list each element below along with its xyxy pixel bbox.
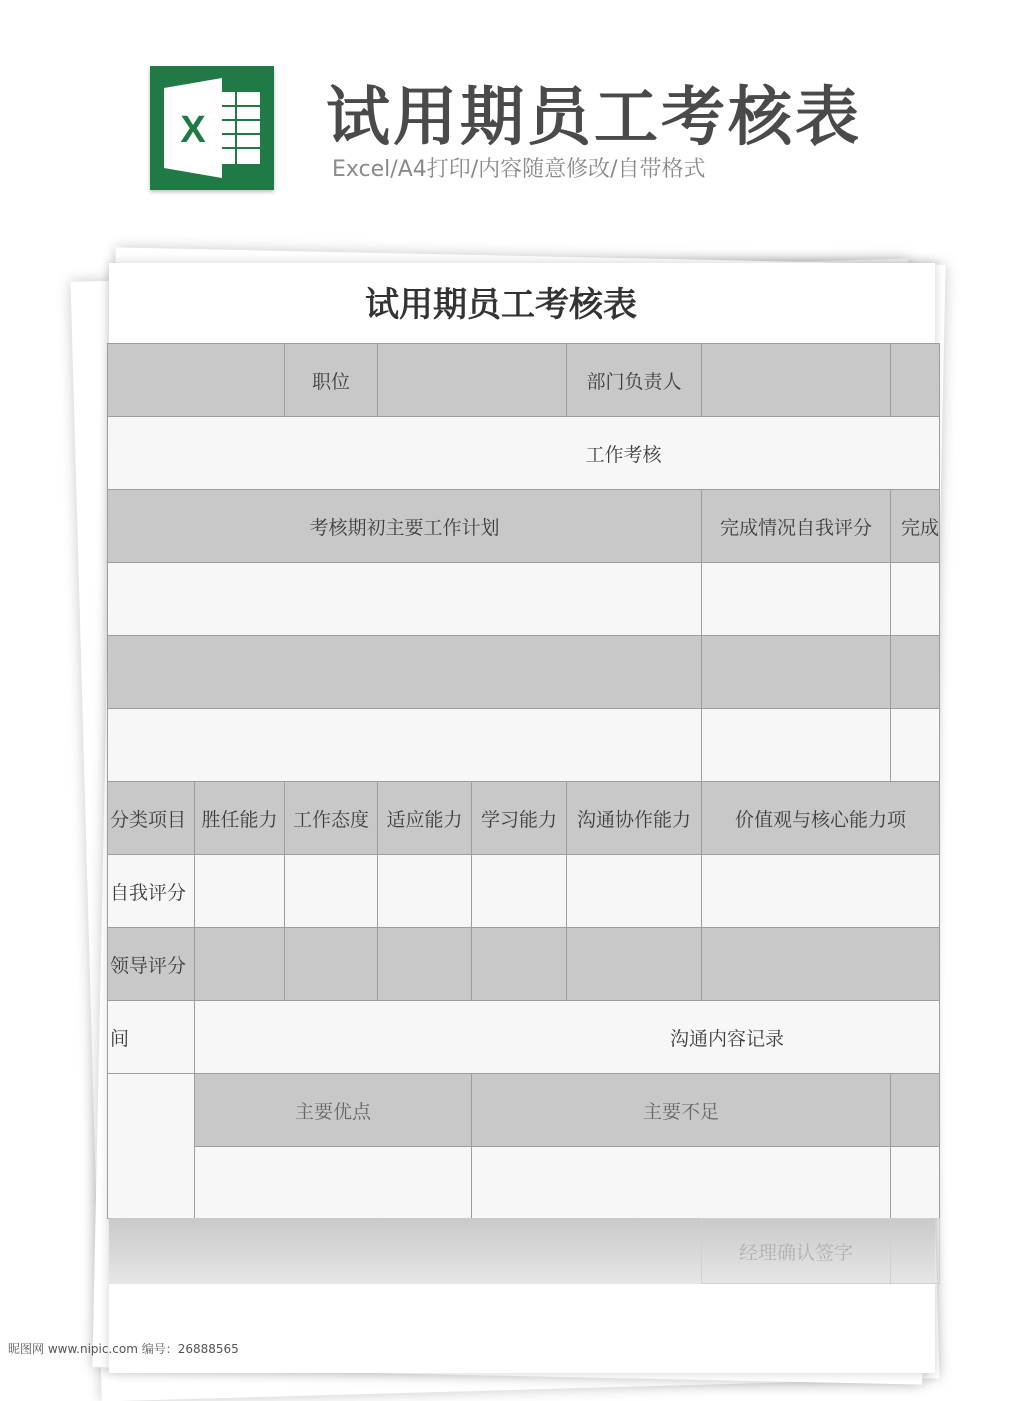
name-value-cell[interactable] xyxy=(107,343,285,417)
leader-score-values[interactable] xyxy=(701,927,940,1001)
manager-label: 部门负责人 xyxy=(566,343,702,417)
self-score-values[interactable] xyxy=(701,854,940,928)
self-score-competence[interactable] xyxy=(194,854,285,928)
comm-time-value-cell[interactable] xyxy=(107,1073,195,1219)
ability-communication: 沟通协作能力 xyxy=(566,781,702,855)
plan-row-3[interactable] xyxy=(107,708,702,782)
leader-score-attitude[interactable] xyxy=(284,927,378,1001)
self-score-header: 完成情况自我评分 xyxy=(701,489,891,563)
weaknesses-value[interactable] xyxy=(471,1146,891,1219)
strengths-value[interactable] xyxy=(194,1146,472,1219)
row1-extra-cell[interactable] xyxy=(890,343,940,417)
ability-learning: 学习能力 xyxy=(471,781,567,855)
excel-icon xyxy=(150,66,274,190)
leader-score-competence[interactable] xyxy=(194,927,285,1001)
page-title: 试用期员工考核表 xyxy=(326,81,862,155)
excel-logo xyxy=(150,66,274,190)
strengths-value-extra[interactable] xyxy=(890,1146,940,1219)
plan-row-1[interactable] xyxy=(107,562,702,636)
page-subtitle: Excel/A4打印/内容随意修改/自带格式 xyxy=(332,157,706,182)
weaknesses-header: 主要不足 xyxy=(471,1073,891,1147)
comm-record-header: 沟通内容记录 xyxy=(194,1000,940,1074)
form-grid xyxy=(109,263,940,1373)
strengths-header: 主要优点 xyxy=(194,1073,472,1147)
plan-row-2-self-score[interactable] xyxy=(701,635,891,709)
plan-row-2-extra[interactable] xyxy=(890,635,940,709)
plan-row-3-extra[interactable] xyxy=(890,708,940,782)
manager-sign-label: 经理确认签字 xyxy=(701,1218,891,1284)
plan-row-1-self-score[interactable] xyxy=(701,562,891,636)
self-score-communication[interactable] xyxy=(566,854,702,928)
time-label-partial: 间 xyxy=(107,1000,195,1074)
ability-adaptability: 适应能力 xyxy=(377,781,472,855)
completion-header-partial: 完成 xyxy=(890,489,940,563)
leader-score-learning[interactable] xyxy=(471,927,567,1001)
ability-attitude: 工作态度 xyxy=(284,781,378,855)
watermark-text: 昵图网 www.nipic.com 编号：26888565 xyxy=(8,1342,239,1356)
strengths-row-extra[interactable] xyxy=(890,1073,940,1147)
manager-value-cell[interactable] xyxy=(701,343,891,417)
plan-header: 考核期初主要工作计划 xyxy=(107,489,702,563)
leader-score-row-label: 领导评分 xyxy=(107,927,195,1001)
plan-row-2[interactable] xyxy=(107,635,702,709)
manager-sign-extra[interactable] xyxy=(890,1218,940,1284)
plan-row-1-extra[interactable] xyxy=(890,562,940,636)
self-score-attitude[interactable] xyxy=(284,854,378,928)
logo-letter: X xyxy=(180,109,206,151)
self-score-learning[interactable] xyxy=(471,854,567,928)
ability-values: 价值观与核心能力项 xyxy=(701,781,940,855)
self-score-row-label: 自我评分 xyxy=(107,854,195,928)
position-value-cell[interactable] xyxy=(377,343,567,417)
leader-score-adaptability[interactable] xyxy=(377,927,472,1001)
category-label: 分类项目 xyxy=(107,781,195,855)
ability-competence: 胜任能力 xyxy=(194,781,285,855)
spreadsheet-sheet xyxy=(109,263,940,1373)
work-review-header: 工作考核 xyxy=(107,416,940,490)
self-score-adaptability[interactable] xyxy=(377,854,472,928)
leader-score-communication[interactable] xyxy=(566,927,702,1001)
position-label: 职位 xyxy=(284,343,378,417)
plan-row-3-self-score[interactable] xyxy=(701,708,891,782)
sheet-title: 试用期员工考核表 xyxy=(365,285,637,325)
